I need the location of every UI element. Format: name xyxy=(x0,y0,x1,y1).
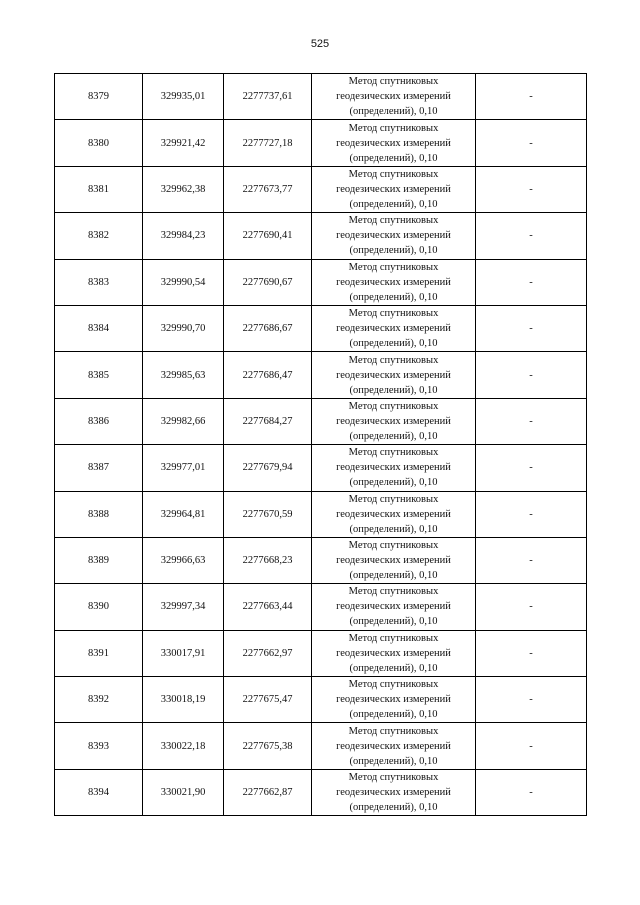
point-number-cell: 8393 xyxy=(55,723,143,769)
x-coordinate-cell: 329935,01 xyxy=(143,74,224,120)
table-row xyxy=(55,445,587,491)
y-coordinate-cell: 2277668,23 xyxy=(224,537,312,583)
point-number-cell: 8389 xyxy=(55,537,143,583)
method-cell: Метод спутниковых геодезических измерений (определений), 0,10 xyxy=(312,769,476,815)
point-number-cell: 8390 xyxy=(55,584,143,630)
x-coordinate-cell: 329997,34 xyxy=(143,584,224,630)
method-cell: Метод спутниковых геодезических измерений (определений), 0,10 xyxy=(312,723,476,769)
x-coordinate-cell: 329990,54 xyxy=(143,259,224,305)
point-number-cell: 8391 xyxy=(55,630,143,676)
note-cell: - xyxy=(476,584,587,630)
x-coordinate-cell: 330022,18 xyxy=(143,723,224,769)
note-cell: - xyxy=(476,491,587,537)
x-coordinate-cell: 329921,42 xyxy=(143,120,224,166)
y-coordinate-cell: 2277675,38 xyxy=(224,723,312,769)
note-cell: - xyxy=(476,352,587,398)
note-cell: - xyxy=(476,398,587,444)
y-coordinate-cell: 2277737,61 xyxy=(224,74,312,120)
y-coordinate-cell: 2277686,47 xyxy=(224,352,312,398)
note-cell: - xyxy=(476,120,587,166)
y-coordinate-cell: 2277686,67 xyxy=(224,305,312,351)
table-row xyxy=(55,677,587,723)
method-cell: Метод спутниковых геодезических измерений (определений), 0,10 xyxy=(312,398,476,444)
x-coordinate-cell: 329982,66 xyxy=(143,398,224,444)
table-row xyxy=(55,584,587,630)
point-number-cell: 8394 xyxy=(55,769,143,815)
method-cell: Метод спутниковых геодезических измерений (определений), 0,10 xyxy=(312,630,476,676)
method-cell: Метод спутниковых геодезических измерений (определений), 0,10 xyxy=(312,537,476,583)
method-cell: Метод спутниковых геодезических измерений (определений), 0,10 xyxy=(312,74,476,120)
table-row xyxy=(55,120,587,166)
method-cell: Метод спутниковых геодезических измерений (определений), 0,10 xyxy=(312,305,476,351)
point-number-cell: 8386 xyxy=(55,398,143,444)
table-row xyxy=(55,352,587,398)
x-coordinate-cell: 329977,01 xyxy=(143,445,224,491)
table-row xyxy=(55,305,587,351)
note-cell: - xyxy=(476,213,587,259)
note-cell: - xyxy=(476,677,587,723)
x-coordinate-cell: 330021,90 xyxy=(143,769,224,815)
table-row xyxy=(55,537,587,583)
point-number-cell: 8384 xyxy=(55,305,143,351)
point-number-cell: 8380 xyxy=(55,120,143,166)
method-cell: Метод спутниковых геодезических измерений (определений), 0,10 xyxy=(312,213,476,259)
y-coordinate-cell: 2277690,41 xyxy=(224,213,312,259)
note-cell: - xyxy=(476,166,587,212)
point-number-cell: 8382 xyxy=(55,213,143,259)
table-row xyxy=(55,769,587,815)
point-number-cell: 8387 xyxy=(55,445,143,491)
note-cell: - xyxy=(476,259,587,305)
table-row xyxy=(55,630,587,676)
point-number-cell: 8392 xyxy=(55,677,143,723)
x-coordinate-cell: 330017,91 xyxy=(143,630,224,676)
x-coordinate-cell: 329962,38 xyxy=(143,166,224,212)
note-cell: - xyxy=(476,445,587,491)
x-coordinate-cell: 329984,23 xyxy=(143,213,224,259)
page-number: 525 xyxy=(310,38,330,50)
method-cell: Метод спутниковых геодезических измерений (определений), 0,10 xyxy=(312,445,476,491)
x-coordinate-cell: 329966,63 xyxy=(143,537,224,583)
coordinates-table-body xyxy=(55,74,587,816)
point-number-cell: 8385 xyxy=(55,352,143,398)
x-coordinate-cell: 329985,63 xyxy=(143,352,224,398)
method-cell: Метод спутниковых геодезических измерений (определений), 0,10 xyxy=(312,352,476,398)
method-cell: Метод спутниковых геодезических измерений (определений), 0,10 xyxy=(312,491,476,537)
point-number-cell: 8383 xyxy=(55,259,143,305)
method-cell: Метод спутниковых геодезических измерений (определений), 0,10 xyxy=(312,166,476,212)
table-row xyxy=(55,723,587,769)
method-cell: Метод спутниковых геодезических измерений (определений), 0,10 xyxy=(312,120,476,166)
note-cell: - xyxy=(476,74,587,120)
note-cell: - xyxy=(476,769,587,815)
y-coordinate-cell: 2277675,47 xyxy=(224,677,312,723)
note-cell: - xyxy=(476,305,587,351)
table-row xyxy=(55,74,587,120)
y-coordinate-cell: 2277679,94 xyxy=(224,445,312,491)
point-number-cell: 8388 xyxy=(55,491,143,537)
y-coordinate-cell: 2277662,97 xyxy=(224,630,312,676)
note-cell: - xyxy=(476,537,587,583)
method-cell: Метод спутниковых геодезических измерений (определений), 0,10 xyxy=(312,259,476,305)
y-coordinate-cell: 2277690,67 xyxy=(224,259,312,305)
coordinates-table xyxy=(54,73,587,816)
note-cell: - xyxy=(476,630,587,676)
y-coordinate-cell: 2277670,59 xyxy=(224,491,312,537)
y-coordinate-cell: 2277684,27 xyxy=(224,398,312,444)
table-row xyxy=(55,259,587,305)
table-row xyxy=(55,398,587,444)
x-coordinate-cell: 330018,19 xyxy=(143,677,224,723)
table-row xyxy=(55,491,587,537)
y-coordinate-cell: 2277673,77 xyxy=(224,166,312,212)
x-coordinate-cell: 329990,70 xyxy=(143,305,224,351)
table-row xyxy=(55,213,587,259)
table-row xyxy=(55,166,587,212)
point-number-cell: 8381 xyxy=(55,166,143,212)
x-coordinate-cell: 329964,81 xyxy=(143,491,224,537)
y-coordinate-cell: 2277727,18 xyxy=(224,120,312,166)
y-coordinate-cell: 2277662,87 xyxy=(224,769,312,815)
method-cell: Метод спутниковых геодезических измерений (определений), 0,10 xyxy=(312,584,476,630)
note-cell: - xyxy=(476,723,587,769)
point-number-cell: 8379 xyxy=(55,74,143,120)
method-cell: Метод спутниковых геодезических измерений (определений), 0,10 xyxy=(312,677,476,723)
y-coordinate-cell: 2277663,44 xyxy=(224,584,312,630)
